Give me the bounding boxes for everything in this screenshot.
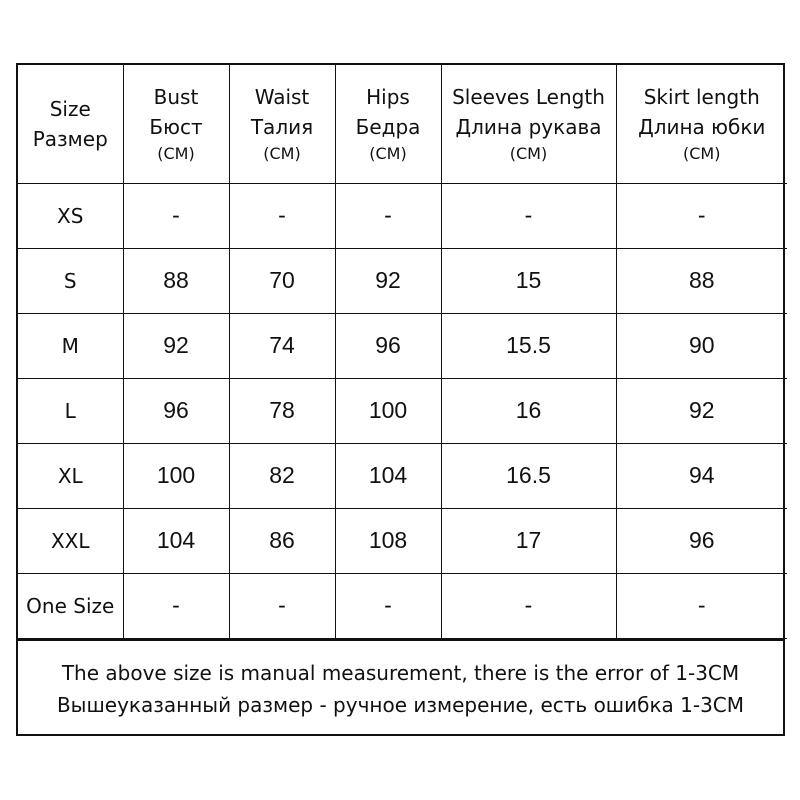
bust-cell: 96 <box>123 378 229 443</box>
skirt-cell: 88 <box>616 248 787 313</box>
header-ru: Длина рукава <box>455 114 602 139</box>
table-row <box>18 183 787 248</box>
table-row <box>18 313 787 378</box>
header-unit: (CM) <box>683 143 721 163</box>
table-row <box>18 248 787 313</box>
header-ru: Бюст <box>149 114 203 139</box>
measurement-note-en: The above size is manual measurement, there is the error of 1-3CM <box>61 660 740 685</box>
header-unit: (CM) <box>263 143 301 163</box>
table-row <box>18 508 787 573</box>
size-chart <box>16 63 785 736</box>
bust-cell: 92 <box>123 313 229 378</box>
skirt-cell: - <box>616 573 787 638</box>
skirt-cell: 94 <box>616 443 787 508</box>
hips-cell: - <box>335 573 441 638</box>
column-header-bust <box>123 65 229 183</box>
header-en: Size <box>49 96 91 121</box>
waist-cell: 70 <box>229 248 335 313</box>
waist-cell: 86 <box>229 508 335 573</box>
skirt-cell: 90 <box>616 313 787 378</box>
size-cell: One Size <box>18 573 123 638</box>
waist-cell: 74 <box>229 313 335 378</box>
bust-cell: 100 <box>123 443 229 508</box>
header-ru: Длина юбки <box>638 114 766 139</box>
skirt-cell: 92 <box>616 378 787 443</box>
column-header-hips <box>335 65 441 183</box>
measurement-note <box>18 639 783 737</box>
header-ru: Бедра <box>355 114 421 139</box>
bust-cell: - <box>123 183 229 248</box>
sleeves-cell: 15.5 <box>441 313 616 378</box>
header-en: Bust <box>153 84 199 109</box>
hips-cell: 96 <box>335 313 441 378</box>
hips-cell: 92 <box>335 248 441 313</box>
size-cell: XS <box>18 183 123 248</box>
table-row <box>18 443 787 508</box>
sleeves-cell: 15 <box>441 248 616 313</box>
table-row <box>18 378 787 443</box>
measurement-note-ru: Вышеуказанный размер - ручное измерение, есть ошибка 1-3CM <box>56 692 745 717</box>
hips-cell: 108 <box>335 508 441 573</box>
waist-cell: - <box>229 573 335 638</box>
sleeves-cell: 17 <box>441 508 616 573</box>
bust-cell: - <box>123 573 229 638</box>
bust-cell: 88 <box>123 248 229 313</box>
header-en: Waist <box>254 84 310 109</box>
sleeves-cell: 16 <box>441 378 616 443</box>
size-cell: XXL <box>18 508 123 573</box>
header-en: Skirt length <box>643 84 760 109</box>
sleeves-cell: - <box>441 573 616 638</box>
sleeves-cell: - <box>441 183 616 248</box>
header-ru: Талия <box>250 114 314 139</box>
sleeves-cell: 16.5 <box>441 443 616 508</box>
waist-cell: 78 <box>229 378 335 443</box>
header-unit: (CM) <box>369 143 407 163</box>
size-cell: M <box>18 313 123 378</box>
header-en: Hips <box>366 84 410 109</box>
header-row <box>18 65 787 183</box>
size-cell: XL <box>18 443 123 508</box>
header-en: Sleeves Length <box>452 84 605 109</box>
size-cell: L <box>18 378 123 443</box>
size-cell: S <box>18 248 123 313</box>
hips-cell: 104 <box>335 443 441 508</box>
hips-cell: - <box>335 183 441 248</box>
column-header-sleeves <box>441 65 616 183</box>
column-header-waist <box>229 65 335 183</box>
skirt-cell: - <box>616 183 787 248</box>
column-header-skirt <box>616 65 787 183</box>
column-header-size <box>18 65 123 183</box>
header-unit: (CM) <box>157 143 195 163</box>
skirt-cell: 96 <box>616 508 787 573</box>
header-ru: Размер <box>32 126 108 151</box>
bust-cell: 104 <box>123 508 229 573</box>
table-row <box>18 573 787 638</box>
size-table <box>18 65 787 639</box>
waist-cell: 82 <box>229 443 335 508</box>
hips-cell: 100 <box>335 378 441 443</box>
waist-cell: - <box>229 183 335 248</box>
header-unit: (CM) <box>509 143 548 163</box>
